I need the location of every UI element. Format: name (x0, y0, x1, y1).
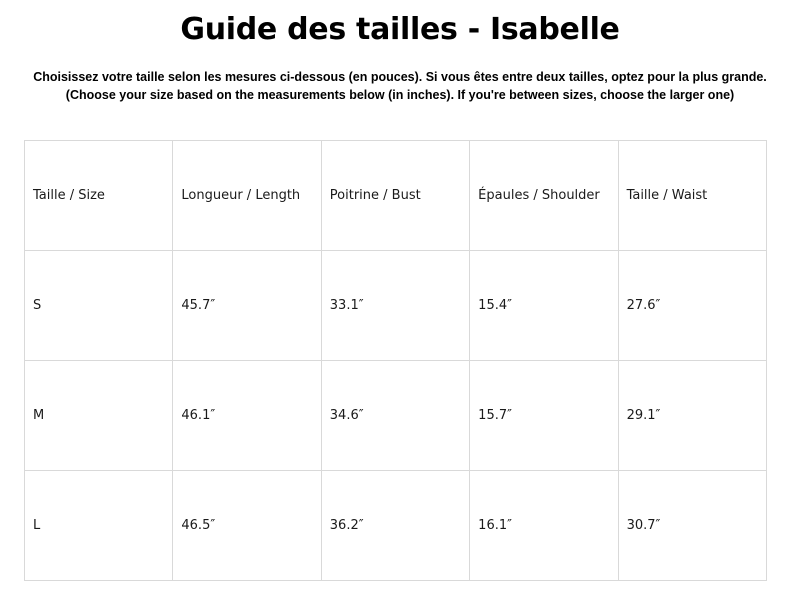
header-bust: Poitrine / Bust (321, 141, 469, 251)
table-header-row (25, 141, 767, 251)
size-chart-table (24, 140, 767, 581)
page-title: Guide des tailles - Isabelle (180, 12, 620, 47)
instructions-french: Choisissez votre taille selon les mesures ci-dessous (en pouces). Si vous êtes entre deux tailles, optez pour la plus grande. (33, 70, 767, 84)
cell-bust: 33.1″ (321, 251, 469, 361)
cell-waist: 27.6″ (618, 251, 766, 361)
cell-size: S (25, 251, 173, 361)
header-size: Taille / Size (25, 141, 173, 251)
instructions-english: (Choose your size based on the measurements below (in inches). If you're between sizes, choose the larger one) (65, 88, 735, 102)
cell-shoulder: 15.4″ (470, 251, 618, 361)
cell-bust: 34.6″ (321, 361, 469, 471)
table-row (25, 471, 767, 581)
header-shoulder: Épaules / Shoulder (470, 141, 618, 251)
cell-length: 46.1″ (173, 361, 321, 471)
table-row (25, 361, 767, 471)
cell-shoulder: 16.1″ (470, 471, 618, 581)
cell-waist: 30.7″ (618, 471, 766, 581)
cell-length: 46.5″ (173, 471, 321, 581)
header-length: Longueur / Length (173, 141, 321, 251)
instructions (0, 68, 800, 104)
header-waist: Taille / Waist (618, 141, 766, 251)
cell-size: M (25, 361, 173, 471)
cell-waist: 29.1″ (618, 361, 766, 471)
cell-bust: 36.2″ (321, 471, 469, 581)
cell-length: 45.7″ (173, 251, 321, 361)
cell-size: L (25, 471, 173, 581)
cell-shoulder: 15.7″ (470, 361, 618, 471)
table-row (25, 251, 767, 361)
